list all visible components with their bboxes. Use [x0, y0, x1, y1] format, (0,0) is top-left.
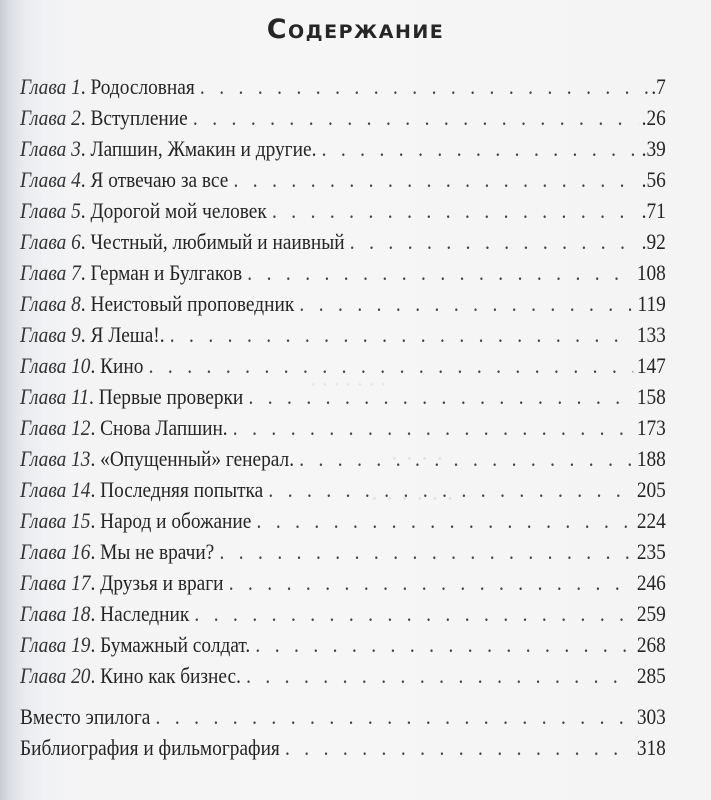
toc-entry-epilogue[interactable] [20, 701, 666, 732]
chapter-label: Глава 6 [20, 229, 81, 254]
toc-entry-bibliography[interactable] [20, 732, 666, 763]
toc-entry[interactable] [20, 164, 666, 195]
toc-entry[interactable] [20, 381, 666, 412]
chapter-title: . Народ и обожание [90, 508, 252, 533]
chapter-title: . Кино [90, 353, 144, 378]
chapter-title: . Первые проверки [89, 384, 244, 409]
page-number: .7 [651, 74, 666, 99]
toc-entry[interactable] [20, 474, 666, 505]
chapter-label: Глава 12 [20, 415, 91, 440]
chapter-title: . Наследник [90, 601, 190, 626]
page-number: 235 [636, 539, 666, 564]
dot-leader [194, 598, 633, 629]
chapter-title: . Родословная [80, 74, 195, 99]
bleed-through-text: · · · · · · · · · · · · · · · · · [310, 374, 455, 513]
toc-entry[interactable] [20, 505, 666, 536]
dot-leader [219, 536, 633, 567]
chapter-title: . Я отвечаю за все [80, 167, 229, 192]
dot-leader [229, 567, 634, 598]
dot-leader [299, 443, 633, 474]
page-number: 303 [636, 704, 666, 729]
section-title: Вместо эпилога [20, 704, 151, 729]
chapter-label: Глава 19 [20, 632, 91, 657]
toc-entry[interactable] [20, 598, 666, 629]
page-number: 188 [636, 446, 666, 471]
chapter-title: . Друзья и враги [90, 570, 224, 595]
page-number: 224 [636, 508, 666, 533]
table-of-contents [20, 71, 666, 763]
page-number: .26 [641, 105, 666, 130]
chapter-label: Глава 1 [20, 74, 81, 99]
dot-leader [246, 660, 633, 691]
chapter-title: . «Опущенный» генерал. [90, 446, 295, 471]
chapter-label: Глава 14 [20, 477, 91, 502]
chapter-label: Глава 15 [20, 508, 91, 533]
page-number: 259 [636, 601, 666, 626]
chapter-label: Глава 10 [20, 353, 91, 378]
dot-leader [285, 732, 633, 763]
dot-leader [272, 195, 638, 226]
dot-leader [193, 102, 638, 133]
toc-entry[interactable] [20, 412, 666, 443]
page-title: Содержание [266, 14, 445, 45]
chapter-title: . Герман и Булгаков [80, 260, 243, 285]
dot-leader [255, 629, 633, 660]
page-number: 318 [636, 735, 666, 760]
dot-leader [170, 319, 634, 350]
chapter-label: Глава 5 [20, 198, 81, 223]
page-number: .39 [641, 136, 666, 161]
chapter-label: Глава 8 [20, 291, 81, 316]
toc-entry[interactable] [20, 133, 666, 164]
toc-entry[interactable] [20, 350, 666, 381]
dot-leader [149, 350, 634, 381]
dot-leader [200, 71, 648, 102]
chapter-title: . Снова Лапшин. [90, 415, 228, 440]
chapter-label: Глава 20 [20, 663, 91, 688]
chapter-label: Глава 17 [20, 570, 91, 595]
page-number: 268 [636, 632, 666, 657]
page-number: 119 [637, 291, 666, 316]
toc-entry[interactable] [20, 443, 666, 474]
page-number: 158 [636, 384, 666, 409]
toc-entry[interactable] [20, 257, 666, 288]
dot-leader [233, 412, 634, 443]
page-number: .92 [641, 229, 666, 254]
dot-leader [247, 257, 633, 288]
chapter-title: . Я Леша!. [80, 322, 165, 347]
page-number: 108 [636, 260, 666, 285]
toc-entry[interactable] [20, 195, 666, 226]
page-number: 246 [636, 570, 666, 595]
chapter-label: Глава 3 [20, 136, 81, 161]
toc-entry[interactable] [20, 629, 666, 660]
dot-leader [299, 288, 634, 319]
dot-leader [257, 505, 634, 536]
page-number: 133 [636, 322, 666, 347]
chapter-label: Глава 18 [20, 601, 91, 626]
toc-entry[interactable] [20, 660, 666, 691]
dot-leader [268, 474, 633, 505]
toc-entry[interactable] [20, 288, 666, 319]
page-number: 147 [636, 353, 666, 378]
chapter-title: . Лапшин, Жмакин и другие. [80, 136, 317, 161]
chapter-label: Глава 7 [20, 260, 81, 285]
chapter-title: . Вступление [80, 105, 188, 130]
page-number: .56 [641, 167, 666, 192]
toc-entry[interactable] [20, 71, 666, 102]
chapter-title: . Бумажный солдат. [90, 632, 251, 657]
chapter-title: . Мы не врачи? [90, 539, 215, 564]
chapter-title: . Последняя попытка [90, 477, 264, 502]
chapter-title: . Неистовый проповедник [80, 291, 295, 316]
chapter-label: Глава 2 [20, 105, 81, 130]
dot-leader [156, 701, 634, 732]
dot-leader [233, 164, 638, 195]
toc-entry[interactable] [20, 536, 666, 567]
chapter-label: Глава 11 [20, 384, 90, 409]
section-title: Библиография и фильмография [20, 735, 280, 760]
chapter-label: Глава 9 [20, 322, 81, 347]
toc-entry[interactable] [20, 102, 666, 133]
page-number: 173 [636, 415, 666, 440]
toc-entry[interactable] [20, 319, 666, 350]
chapter-title: . Честный, любимый и наивный [80, 229, 345, 254]
chapter-label: Глава 4 [20, 167, 81, 192]
chapter-label: Глава 13 [20, 446, 91, 471]
dot-leader [322, 133, 639, 164]
chapter-label: Глава 16 [20, 539, 91, 564]
toc-entry[interactable] [20, 226, 666, 257]
dot-leader [350, 226, 638, 257]
chapter-title: . Дорогой мой человек [80, 198, 267, 223]
page-number: .71 [641, 198, 666, 223]
dot-leader [248, 381, 633, 412]
page-number: 285 [636, 663, 666, 688]
page-number: 205 [636, 477, 666, 502]
toc-entry[interactable] [20, 567, 666, 598]
chapter-title: . Кино как бизнес. [90, 663, 241, 688]
